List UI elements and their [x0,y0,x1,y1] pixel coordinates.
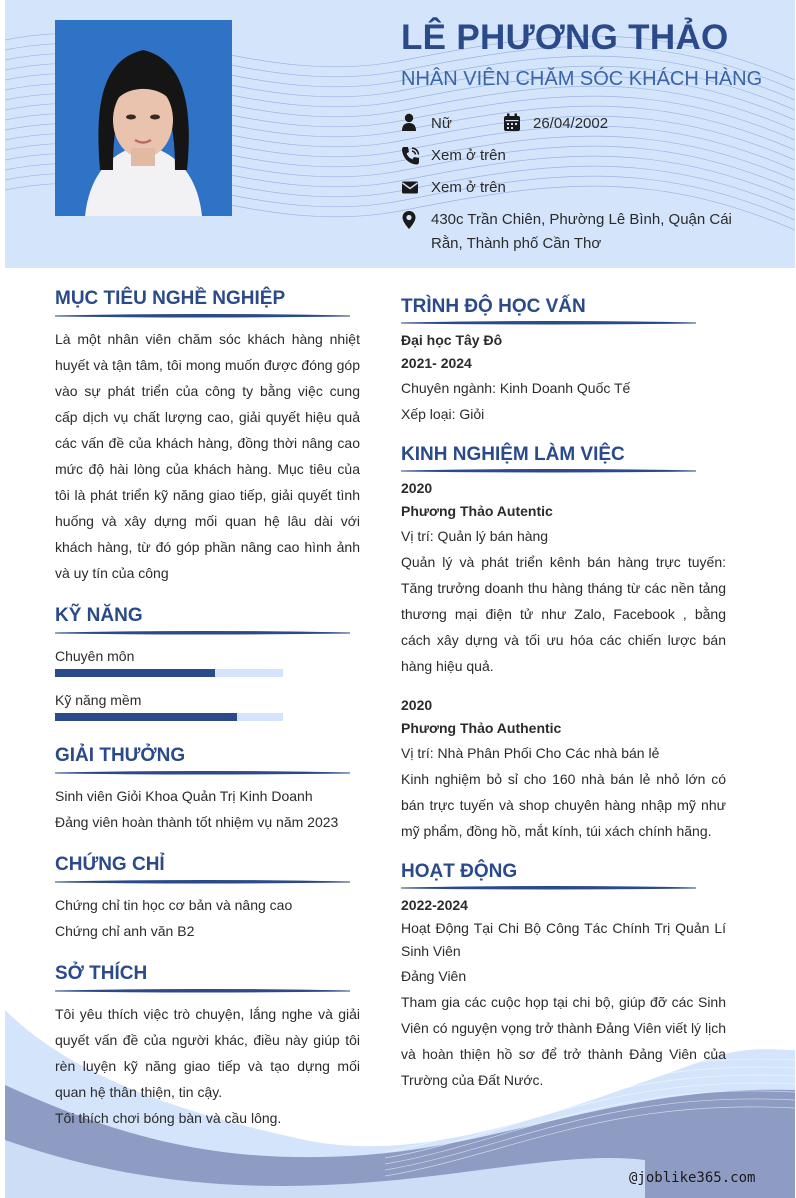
phone-row [401,144,761,168]
education-period: 2021- 2024 [401,355,472,371]
skills-title: KỸ NĂNG [55,605,143,626]
profile-photo [55,20,232,216]
experience-underline [401,468,696,474]
education-school: Đại học Tây Đô [401,332,503,348]
certificates-title: CHỨNG CHỈ [55,854,165,875]
education-underline [401,320,696,326]
activities-period: 2022-2024 [401,897,468,913]
email-value: Xem ở trên [431,179,506,196]
envelope-icon [401,178,421,198]
experience-position: Vị trí: Quản lý bán hàng [401,528,549,544]
education-rank: Xếp loại: Giỏi [401,406,485,422]
award-item: Đảng viên hoàn thành tốt nhiệm vụ năm 2023 [55,814,339,830]
certificate-item: Chứng chỉ tin học cơ bản và nâng cao [55,897,293,913]
activities-role: Đảng Viên [401,968,467,984]
skill-bar-fill-2 [55,713,237,721]
phone-value: Xem ở trên [431,147,506,164]
skill-bar-2 [55,713,283,721]
award-item: Sinh viên Giỏi Khoa Quản Trị Kinh Doanh [55,788,313,804]
experience-position: Vị trí: Nhà Phân Phối Cho Các nhà bán lẻ [401,745,660,761]
career-goal-underline [55,313,350,319]
awards-underline [55,770,350,776]
career-goal-title: MỤC TIÊU NGHỀ NGHIỆP [55,288,286,309]
watermark: @joblike365.com [629,1170,756,1186]
email-row [401,176,761,200]
address-line-2: Rằn, Thành phố Cần Thơ [431,235,602,252]
experience-year: 2020 [401,697,433,713]
hobbies-text: Tôi yêu thích việc trò chuyện, lắng nghe và giải quyết vấn đề của người khác, điều này giúp tôi rèn luyện kỹ năng giao tiếp và tạo dựng mối quan hệ thân thiện, tin cậy. [55,1006,360,1100]
skill-bar-1 [55,669,283,677]
activities-title: HOẠT ĐỘNG [401,861,518,882]
location-pin-icon [401,210,421,230]
hobbies-underline [55,988,350,994]
experience-title: KINH NGHIỆM LÀM VIỆC [401,444,625,465]
skill-label-2: Kỹ năng mềm [55,692,142,708]
birthday-row [503,112,703,136]
experience-year: 2020 [401,480,433,496]
certificate-item: Chứng chỉ anh văn B2 [55,923,195,939]
career-goal-text: Là một nhân viên chăm sóc khách hàng nhiệt huyết và tận tâm, tôi mong muốn được đóng góp vào sự phát triển của công ty bằng việc cung cấp dịch vụ chất lượng cao, giải quyết hiệu quả các vấn đề của khách hàng, đồng thời nâng cao mức độ hài lòng của khách hàng. Mục tiêu của tôi là phát triển kỹ năng giao tiếp, giải quyết tình huống và xây dựng mối quan hệ lâu dài với khách hàng, từ đó góp phần nâng cao hình ảnh và uy tín của công [55,331,360,581]
header [5,0,795,268]
skill-bar-fill-1 [55,669,215,677]
address-row [401,208,761,258]
education-major: Chuyên ngành: Kinh Doanh Quốc Tế [401,380,631,396]
gender-value: Nữ [431,115,452,132]
education-title: TRÌNH ĐỘ HỌC VẤN [401,296,586,317]
skills-underline [55,630,350,636]
cv-page [5,0,795,1198]
candidate-title: NHÂN VIÊN CHĂM SÓC KHÁCH HÀNG [401,68,763,90]
candidate-name: LÊ PHƯƠNG THẢO [401,18,729,57]
hobbies-text-2: Tôi thích chơi bóng bàn và cầu lông. [55,1110,282,1126]
experience-desc: Quản lý và phát triển kênh bán hàng trực tuyến: Tăng trưởng doanh thu hàng tháng từ các nền tảng thương mại điện tử như Zalo, Facebook , bằng cách xây dựng và tối ưu hóa các chiến lược bán hàng hiệu quả. [401,554,726,674]
experience-desc: Kinh nghiệm bỏ sỉ cho 160 nhà bán lẻ nhỏ lớn có bán trực tuyến và shop chuyên hàng nhập mỹ như mỹ phẩm, đồng hồ, mắt kính, túi xách chính hãng. [401,771,726,839]
experience-company: Phương Thảo Authentic [401,720,562,736]
user-icon [401,113,421,133]
activities-underline [401,885,696,891]
address-line-1: 430c Trần Chiên, Phường Lê Bình, Quận Cái [431,211,732,228]
phone-icon [401,146,421,166]
hobbies-title: SỞ THÍCH [55,963,148,984]
experience-company: Phương Thảo Autentic [401,503,553,519]
activities-desc: Tham gia các cuộc họp tại chi bộ, giúp đỡ các Sinh Viên có nguyện vọng trở thành Đảng Viên viết lý lịch và hoàn thiện hồ sơ để trở thành Đảng Viên của Trường của Đất Nước. [401,994,726,1088]
awards-title: GIẢI THƯỞNG [55,745,186,766]
calendar-icon [503,113,523,133]
activities-org: Hoạt Động Tại Chi Bộ Công Tác Chính Trị Quản Lí Sinh Viên [401,920,726,959]
skill-label-1: Chuyên môn [55,648,135,664]
certificates-underline [55,879,350,885]
birthday-value: 26/04/2002 [533,115,609,132]
